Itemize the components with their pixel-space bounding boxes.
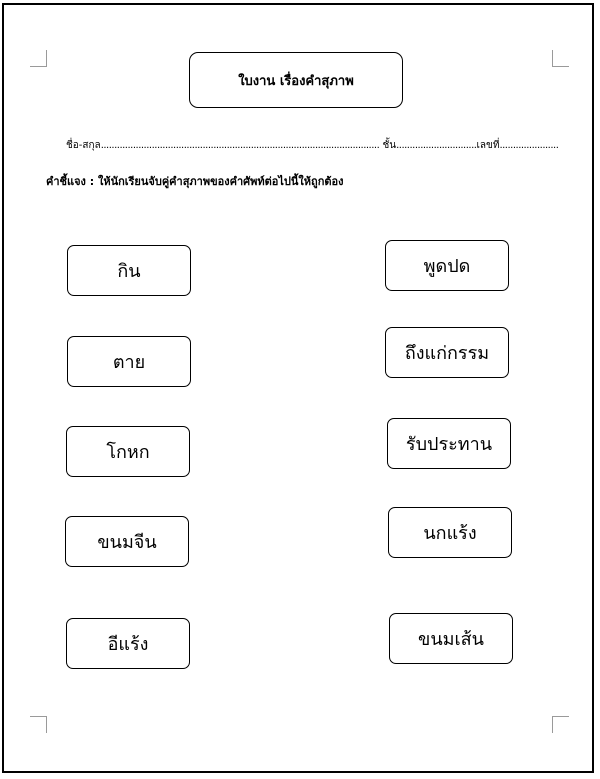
number-blank: ...................... <box>499 140 559 151</box>
number-label: เลขที่ <box>476 140 500 151</box>
left-word-box <box>65 516 189 567</box>
class-label: ชั้น <box>382 140 397 151</box>
right-word: ถึงแก่กรรม <box>404 343 490 364</box>
crop-mark-bottom-left <box>30 716 47 733</box>
left-word: อีแร้ง <box>107 634 149 655</box>
left-word: กิน <box>117 261 141 282</box>
crop-mark-bottom-right <box>552 716 569 733</box>
worksheet-title-text: ใบงาน เรื่องคำสุภาพ <box>238 73 354 89</box>
left-word-box <box>67 336 191 387</box>
right-word: รับประทาน <box>405 434 493 455</box>
crop-mark-top-left <box>30 50 47 67</box>
crop-mark-top-right <box>552 50 569 67</box>
right-word-box <box>385 327 509 378</box>
worksheet-title <box>189 52 403 108</box>
right-word-box <box>387 418 511 469</box>
name-label: ชื่อ-สกุล <box>66 140 101 151</box>
name-blank: ........................................................................................................ <box>100 140 380 151</box>
right-word: นกแร้ง <box>423 523 477 544</box>
right-word: พูดปด <box>423 256 471 277</box>
left-word-box <box>66 618 190 669</box>
left-word: ตาย <box>112 352 146 373</box>
right-word: ขนมเส้น <box>418 629 484 650</box>
instruction-text: คำชี้แจง : ให้นักเรียนจับคู่คำสุภาพของคำศัพท์ต่อไปนี้ให้ถูกต้อง <box>46 175 344 188</box>
student-info-line <box>66 138 559 153</box>
left-word-box <box>67 245 191 296</box>
class-blank: .............................. <box>396 140 477 151</box>
right-word-box <box>388 507 512 558</box>
left-word-box <box>66 426 190 477</box>
right-word-box <box>385 240 509 291</box>
left-word: โกหก <box>106 442 150 463</box>
right-word-box <box>389 613 513 664</box>
left-word: ขนมจีน <box>97 532 157 553</box>
